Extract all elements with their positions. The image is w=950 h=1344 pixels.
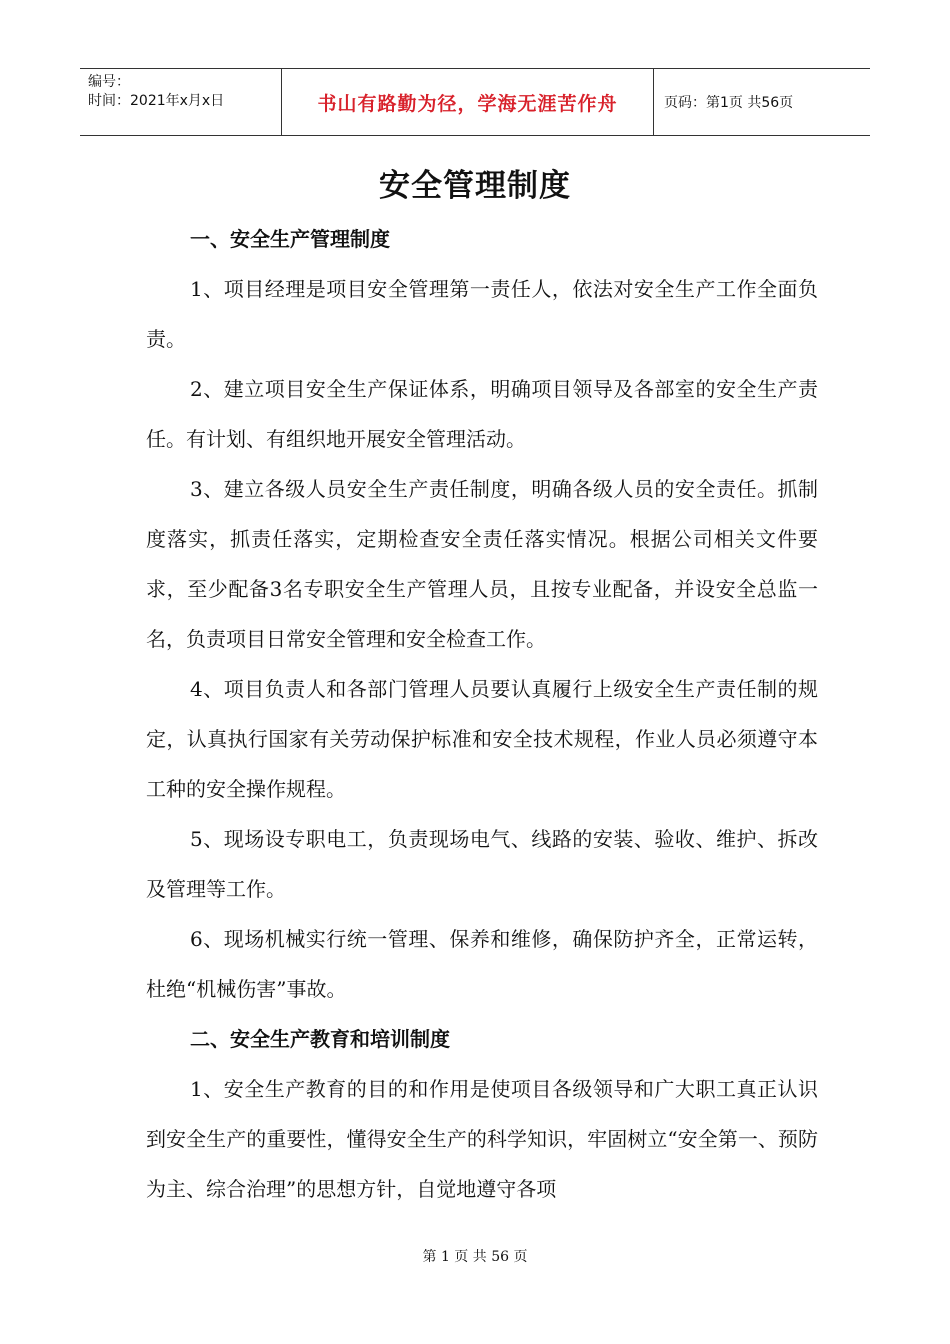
section-heading: 二、安全生产教育和培训制度: [190, 1027, 450, 1051]
body-paragraph: 1、安全生产教育的目的和作用是使项目各级领导和广大职工真正认识到安全生产的重要性，懂得安全生产的科学知识，牢固树立“安全第一、预防为主、综合治理”的思想方针，自觉地遵守各项: [146, 1077, 818, 1201]
header-motto-cell: [282, 69, 654, 135]
header-page-info: 页码：第1页 共56页: [664, 95, 794, 111]
body-paragraph: 6、现场机械实行统一管理、保养和维修，确保防护齐全，正常运转，杜绝“机械伤害”事故。: [146, 927, 818, 1001]
section-heading: 一、安全生产管理制度: [190, 227, 390, 251]
page-footer: 第 1 页 共 56 页: [422, 1249, 528, 1265]
body-paragraph: 4、项目负责人和各部门管理人员要认真履行上级安全生产责任制的规定，认真执行国家有关劳动保护标准和安全技术规程，作业人员必须遵守本工种的安全操作规程。: [146, 677, 818, 801]
document-number: 编号：: [88, 74, 130, 90]
header-motto: 书山有路勤为径，学海无涯苦作舟: [317, 92, 618, 115]
page-title: 安全管理制度: [379, 168, 571, 204]
body-paragraph: 1、项目经理是项目安全管理第一责任人，依法对安全生产工作全面负责。: [146, 277, 818, 351]
header-page-cell: [654, 69, 870, 135]
document-header: [80, 68, 870, 136]
body-paragraph: 3、建立各级人员安全生产责任制度，明确各级人员的安全责任。抓制度落实，抓责任落实，定期检查安全责任落实情况。根据公司相关文件要求，至少配备3名专职安全生产管理人员，且按专业配备，并设安全总监一名，负责项目日常安全管理和安全检查工作。: [146, 477, 818, 651]
body-paragraph: 5、现场设专职电工，负责现场电气、线路的安装、验收、维护、拆改及管理等工作。: [146, 827, 818, 901]
header-meta-cell: [80, 69, 282, 135]
document-date: 时间：2021年x月x日: [88, 93, 225, 109]
document-body: [146, 214, 818, 1214]
body-paragraph: 2、建立项目安全生产保证体系，明确项目领导及各部室的安全生产责任。有计划、有组织地开展安全管理活动。: [146, 377, 818, 451]
